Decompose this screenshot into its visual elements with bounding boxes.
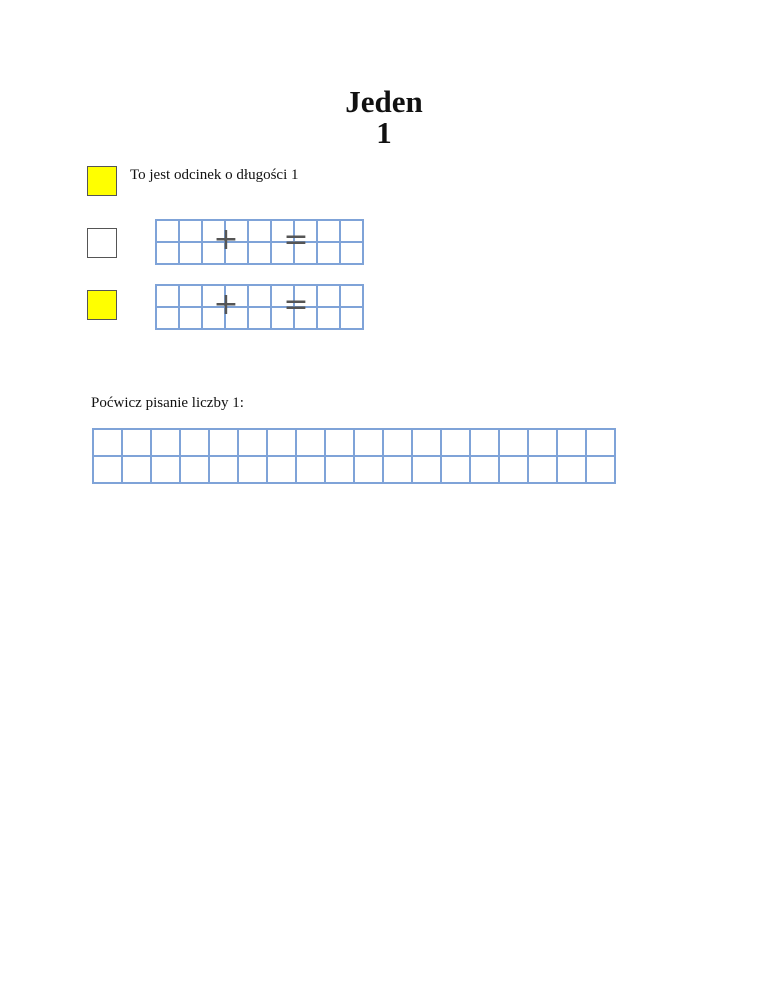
equation-grid-2[interactable] (155, 284, 364, 330)
yellow-square-unit (87, 166, 117, 196)
grid-cell[interactable] (558, 457, 587, 484)
grid-cell[interactable] (180, 286, 203, 308)
grid-cell[interactable] (355, 430, 384, 457)
grid-cell[interactable] (384, 457, 413, 484)
grid-cell[interactable] (152, 430, 181, 457)
grid-cell[interactable] (180, 221, 203, 243)
grid-cell[interactable] (529, 430, 558, 457)
grid-cell[interactable] (471, 457, 500, 484)
grid-cell[interactable] (529, 457, 558, 484)
intro-text: To jest odcinek o długości 1 (130, 167, 299, 183)
grid-cell[interactable] (157, 308, 180, 330)
grid-cell[interactable] (442, 457, 471, 484)
grid-cell[interactable] (413, 457, 442, 484)
grid-cell[interactable] (341, 243, 364, 265)
page-title: Jeden (345, 84, 423, 119)
grid-cell[interactable] (123, 430, 152, 457)
grid-cell[interactable] (341, 286, 364, 308)
grid-cell[interactable] (94, 457, 123, 484)
grid-cell[interactable] (180, 243, 203, 265)
grid-cell[interactable] (181, 457, 210, 484)
grid-cell[interactable] (249, 308, 272, 330)
grid-cell[interactable] (249, 243, 272, 265)
grid-cell[interactable] (249, 221, 272, 243)
grid-cell[interactable] (180, 308, 203, 330)
grid-cell[interactable] (587, 430, 616, 457)
equation-grid-1[interactable] (155, 219, 364, 265)
grid-cell[interactable] (152, 457, 181, 484)
grid-cell[interactable] (500, 430, 529, 457)
white-square (87, 228, 117, 258)
practice-writing-grid[interactable] (92, 428, 616, 484)
grid-cell[interactable] (318, 308, 341, 330)
grid-cell[interactable] (500, 457, 529, 484)
grid-cell[interactable] (94, 430, 123, 457)
plus-sign: + (213, 222, 239, 257)
equals-sign: = (283, 222, 309, 257)
plus-sign: + (213, 287, 239, 322)
yellow-square (87, 290, 117, 320)
grid-cell[interactable] (558, 430, 587, 457)
grid-cell[interactable] (326, 430, 355, 457)
grid-cell[interactable] (318, 221, 341, 243)
grid-cell[interactable] (157, 221, 180, 243)
grid-cell[interactable] (355, 457, 384, 484)
grid-cell[interactable] (297, 430, 326, 457)
grid-cell[interactable] (413, 430, 442, 457)
grid-cell[interactable] (210, 430, 239, 457)
grid-cell[interactable] (471, 430, 500, 457)
grid-cell[interactable] (341, 308, 364, 330)
page-title-number: 1 (376, 115, 392, 150)
grid-cell[interactable] (442, 430, 471, 457)
grid-cell[interactable] (341, 221, 364, 243)
grid-cell[interactable] (384, 430, 413, 457)
grid-cell[interactable] (318, 286, 341, 308)
grid-cell[interactable] (326, 457, 355, 484)
grid-cell[interactable] (268, 457, 297, 484)
grid-cell[interactable] (268, 430, 297, 457)
grid-cell[interactable] (249, 286, 272, 308)
grid-cell[interactable] (239, 457, 268, 484)
grid-cell[interactable] (318, 243, 341, 265)
grid-cell[interactable] (587, 457, 616, 484)
grid-cell[interactable] (157, 286, 180, 308)
equals-sign: = (283, 287, 309, 322)
grid-cell[interactable] (239, 430, 268, 457)
grid-cell[interactable] (157, 243, 180, 265)
grid-cell[interactable] (210, 457, 239, 484)
practice-label: Poćwicz pisanie liczby 1: (91, 395, 244, 411)
grid-cell[interactable] (181, 430, 210, 457)
grid-cell[interactable] (297, 457, 326, 484)
grid-cell[interactable] (123, 457, 152, 484)
